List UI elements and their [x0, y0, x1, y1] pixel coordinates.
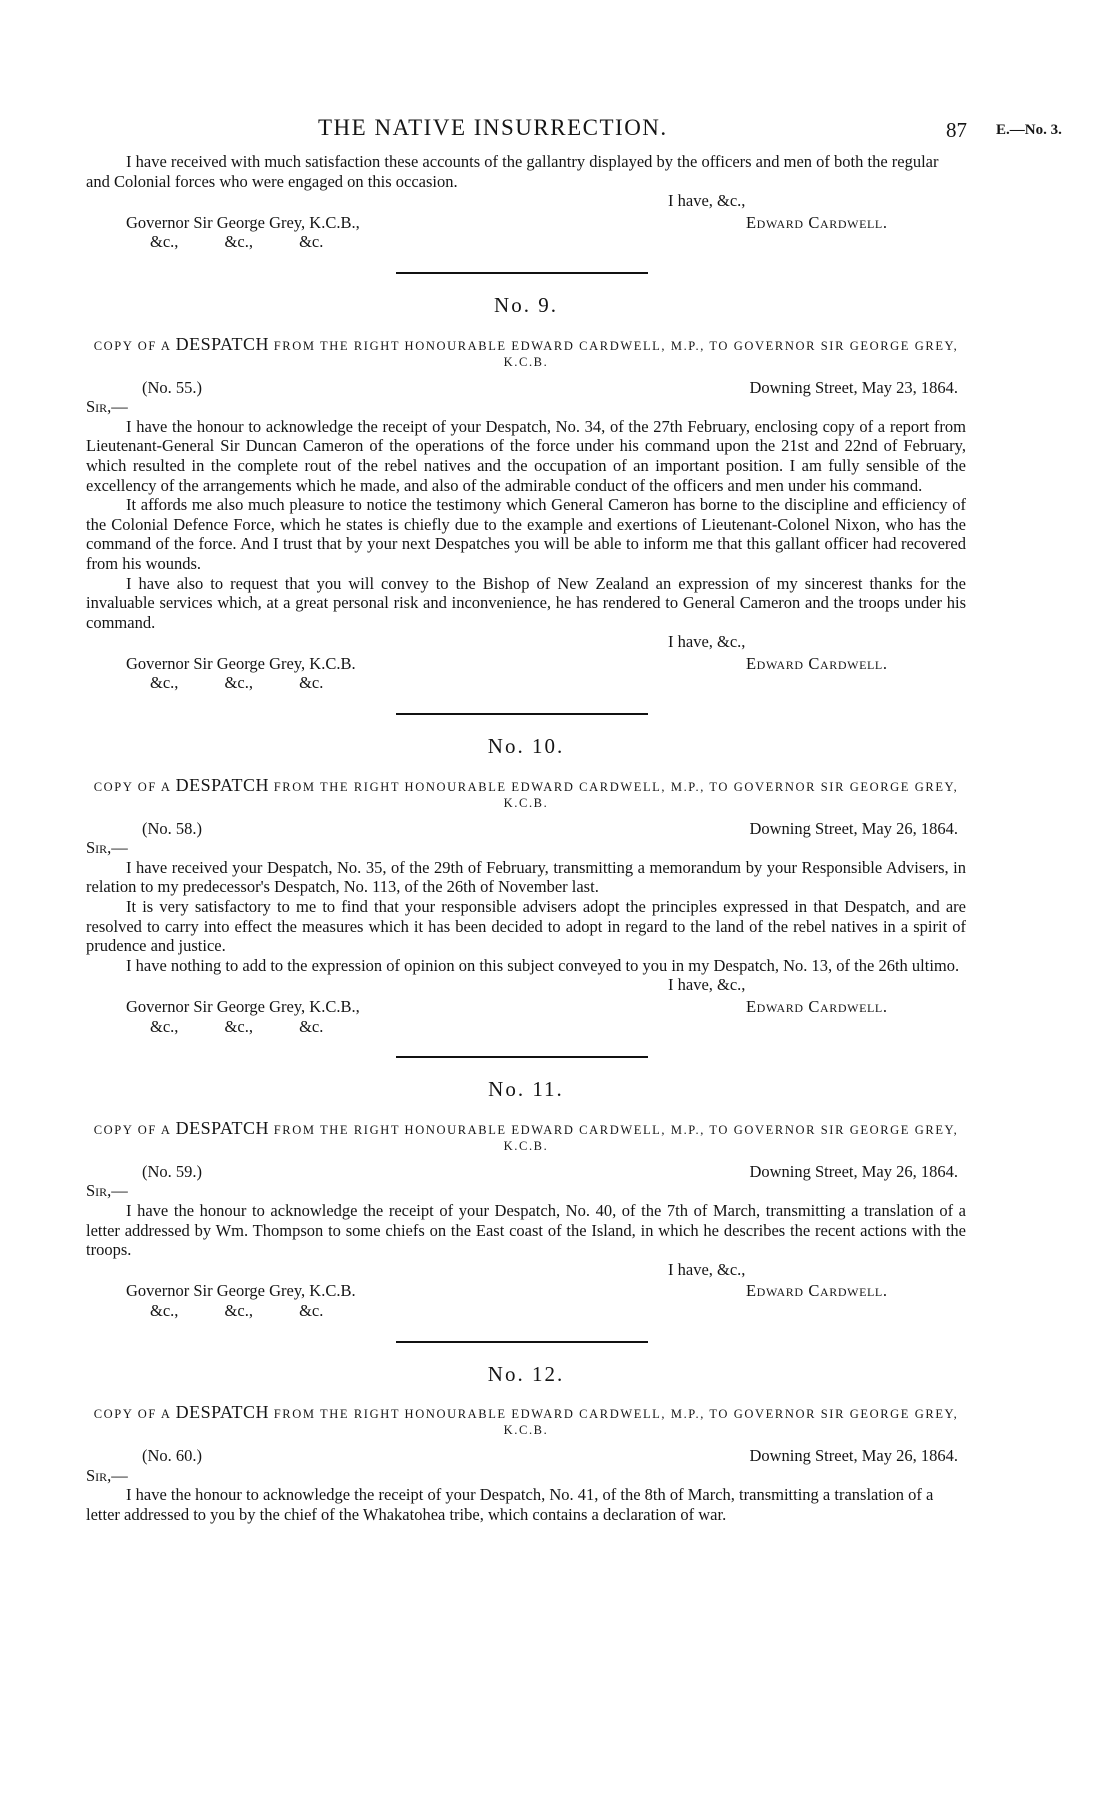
despatch-number: No. 12.	[487, 1361, 565, 1386]
body-paragraph: I have the honour to acknowledge the receipt of your Despatch, No. 34, of the 27th February, enclosing copy of a report from Lieutenant-General Sir Duncan Cameron of the operations of the force under his command upon the 21st and 22nd of February, which resulted in the complete rout of the rebel natives and the occupation of an important position. I am fully sensible of the excellency of the arrangements which he made, and also of the admirable conduct of the officers and men under his command.	[86, 416, 966, 495]
despatch-heading	[86, 1117, 966, 1154]
section-divider	[396, 713, 648, 715]
despatch-ref: (No. 58.)	[142, 818, 203, 838]
page-header	[86, 115, 1062, 152]
despatch-heading	[86, 333, 966, 370]
heading-prefix: COPY OF A	[93, 1407, 171, 1422]
signature: Edward Cardwell.	[746, 1281, 888, 1301]
closing-formula: I have, &c.,	[668, 632, 746, 652]
heading-suffix: FROM THE RIGHT HONOURABLE EDWARD CARDWELL, M.P., TO GOVERNOR SIR GEORGE GREY, K.C.B.	[273, 1407, 959, 1438]
etc-line: &c., &c., &c.	[150, 1016, 324, 1036]
body-paragraph: I have also to request that you will convey to the Bishop of New Zealand an expression of my sincerest thanks for the invaluable services which, at a great personal risk and inconvenience, he has rendered to General Cameron and the troops under his command.	[86, 573, 966, 632]
intro-paragraph: I have received with much satisfaction these accounts of the gallantry displayed by the officers and men of both the regular and Colonial forces who were engaged on this occasion.	[86, 152, 939, 191]
etc-line: &c., &c., &c.	[150, 673, 324, 693]
salutation: Sir,—	[86, 838, 128, 858]
signature-block	[86, 1281, 966, 1301]
addressee: Governor Sir George Grey, K.C.B.	[126, 653, 356, 673]
body-paragraph: I have nothing to add to the expression of opinion on this subject conveyed to you in my Despatch, No. 13, of the 26th ultimo.	[126, 955, 960, 975]
body-paragraph: I have the honour to acknowledge the receipt of your Despatch, No. 40, of the 7th of March, transmitting a translation of a letter addressed by Wm. Thompson to some chiefs on the East coast of the Island, in which he describes the recent actions with the troops.	[86, 1200, 966, 1260]
closing-formula: I have, &c.,	[668, 1259, 746, 1279]
closing-formula: I have, &c.,	[668, 191, 746, 211]
signature-block	[86, 997, 966, 1017]
heading-despatch-word: DESPATCH	[175, 1117, 269, 1138]
signature-block	[86, 213, 966, 233]
page-number: 87	[946, 118, 967, 142]
section-divider	[396, 1056, 648, 1058]
heading-prefix: COPY OF A	[93, 338, 171, 353]
etc-line: &c., &c., &c.	[150, 232, 324, 252]
despatch-no-12	[86, 1361, 966, 1525]
despatch-number: No. 9.	[494, 292, 558, 317]
reference-row	[86, 1446, 966, 1466]
despatch-no-10	[86, 734, 966, 1036]
body-paragraph: It is very satisfactory to me to find that your responsible advisers adopt the principles expressed in that Despatch, and are resolved to carry into effect the measures which it has been decided to adopt in regard to the land of the rebel natives in a spirit of prudence and justice.	[86, 897, 966, 956]
heading-despatch-word: DESPATCH	[175, 333, 269, 354]
signature: Edward Cardwell.	[746, 997, 888, 1016]
despatch-no-9	[86, 292, 966, 693]
addressee: Governor Sir George Grey, K.C.B.	[126, 1281, 356, 1301]
closing-formula: I have, &c.,	[668, 975, 746, 995]
place-date: Downing Street, May 23, 1864.	[749, 377, 958, 397]
addressee: Governor Sir George Grey, K.C.B.,	[126, 212, 360, 232]
despatch-number: No. 11.	[488, 1077, 564, 1102]
body-paragraph: I have received your Despatch, No. 35, of the 29th of February, transmitting a memorandum by your Responsible Advisers, in relation to my predecessor's Despatch, No. 113, of the 26th of November last.	[86, 857, 966, 897]
reference-row	[86, 378, 966, 398]
document-reference: E.—No. 3.	[996, 122, 1062, 138]
despatch-ref: (No. 55.)	[142, 377, 203, 397]
signature-block	[86, 654, 966, 674]
signature: Edward Cardwell.	[746, 653, 888, 673]
heading-despatch-word: DESPATCH	[175, 1402, 269, 1423]
salutation: Sir,—	[86, 1181, 128, 1201]
body-paragraph: It affords me also much pleasure to notice the testimony which General Cameron has borne to the discipline and efficiency of the Colonial Defence Force, which he states is chiefly due to the example and exertions of Lieutenant-Colonel Nixon, who has the command of the force. And I trust that by your next Despatches you will be able to inform me that this gallant officer had recovered from his wounds.	[86, 495, 966, 573]
heading-despatch-word: DESPATCH	[175, 774, 269, 795]
running-title: THE NATIVE INSURRECTION.	[318, 115, 668, 140]
heading-prefix: COPY OF A	[93, 779, 171, 794]
section-divider	[396, 1341, 648, 1343]
reference-row	[86, 1162, 966, 1182]
place-date: Downing Street, May 26, 1864.	[749, 1161, 958, 1181]
despatch-number: No. 10.	[487, 734, 565, 759]
heading-suffix: FROM THE RIGHT HONOURABLE EDWARD CARDWELL, M.P., TO GOVERNOR SIR GEORGE GREY, K.C.B.	[273, 338, 959, 369]
heading-suffix: FROM THE RIGHT HONOURABLE EDWARD CARDWELL, M.P., TO GOVERNOR SIR GEORGE GREY, K.C.B.	[273, 1122, 959, 1153]
addressee: Governor Sir George Grey, K.C.B.,	[126, 997, 360, 1016]
despatch-ref: (No. 60.)	[142, 1446, 203, 1466]
despatch-no-11	[86, 1077, 966, 1320]
despatch-ref: (No. 59.)	[142, 1161, 203, 1181]
despatch-heading	[86, 774, 966, 811]
despatch-heading	[86, 1404, 966, 1438]
intro-section	[86, 152, 966, 252]
etc-line: &c., &c., &c.	[150, 1300, 324, 1320]
heading-suffix: FROM THE RIGHT HONOURABLE EDWARD CARDWELL, M.P., TO GOVERNOR SIR GEORGE GREY, K.C.B.	[273, 779, 959, 810]
place-date: Downing Street, May 26, 1864.	[749, 818, 958, 838]
body-paragraph: I have the honour to acknowledge the receipt of your Despatch, No. 41, of the 8th of March, transmitting a translation of a letter addressed to you by the chief of the Whakatohea tribe, which contains a declaration of war.	[86, 1485, 934, 1524]
signature: Edward Cardwell.	[746, 212, 888, 232]
place-date: Downing Street, May 26, 1864.	[749, 1446, 958, 1466]
reference-row	[86, 819, 966, 839]
heading-prefix: COPY OF A	[93, 1122, 171, 1137]
salutation: Sir,—	[86, 397, 128, 417]
section-divider	[396, 272, 648, 274]
salutation: Sir,—	[86, 1465, 128, 1485]
